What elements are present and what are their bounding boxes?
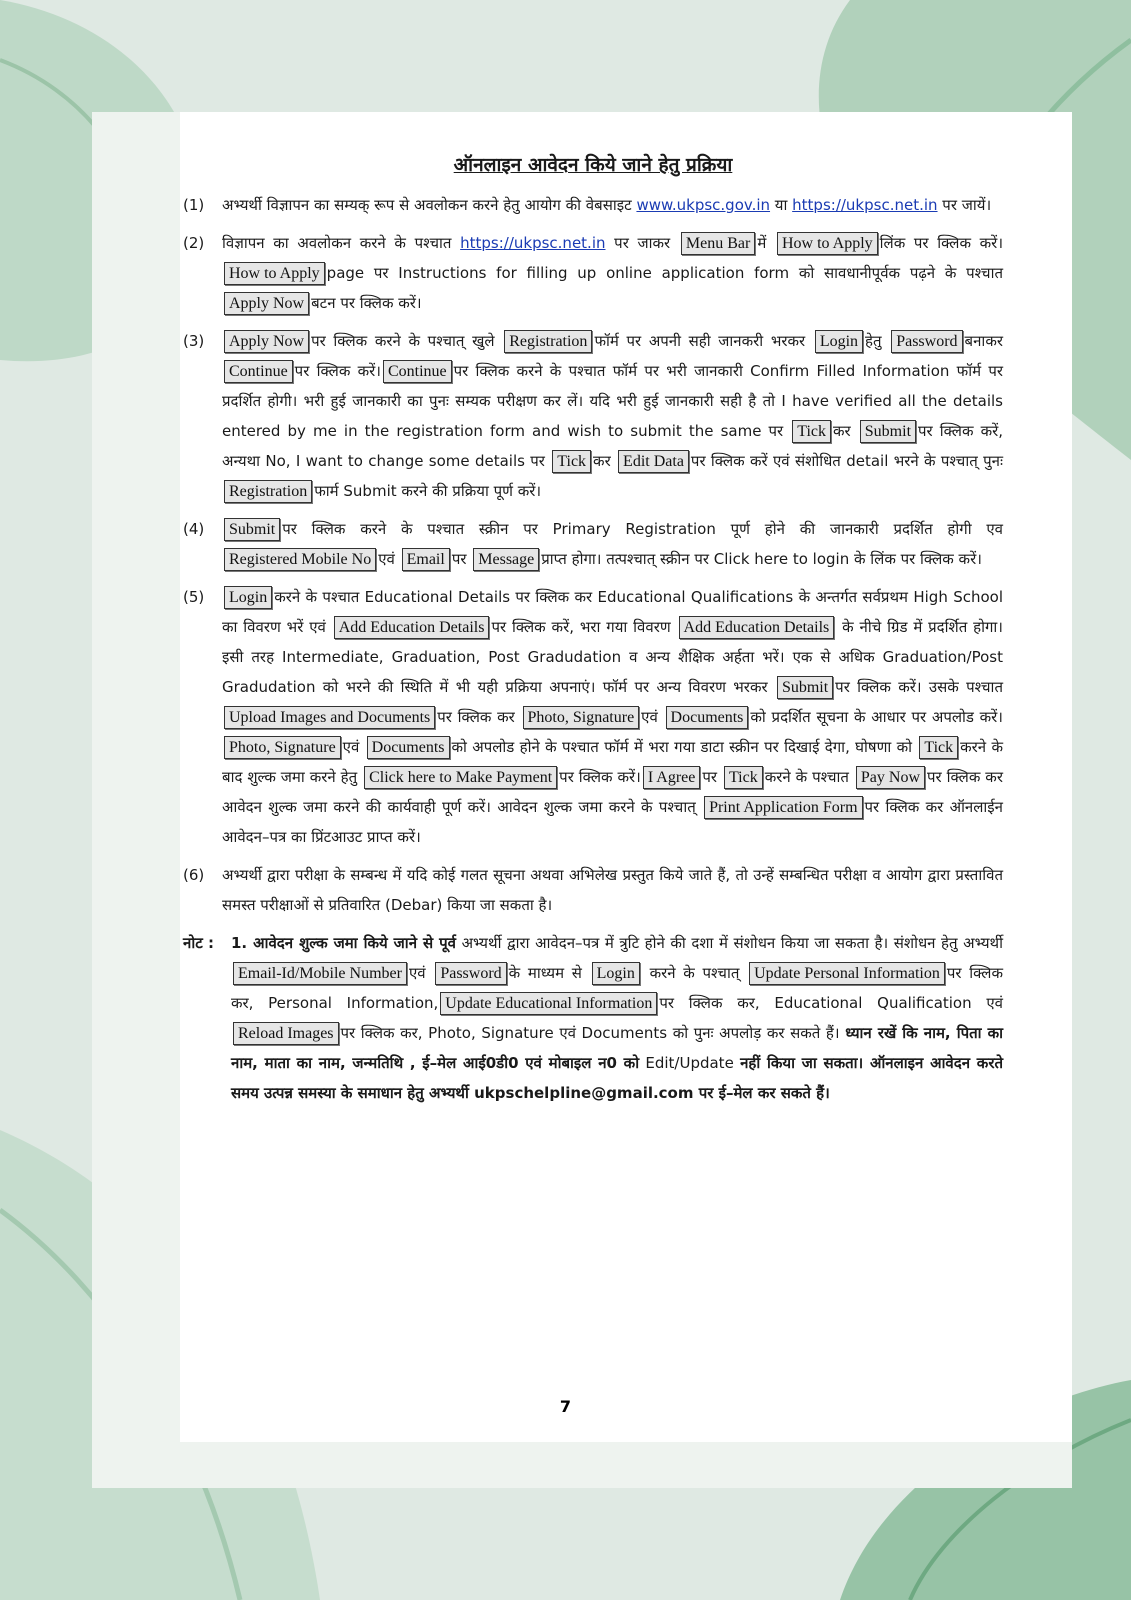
bold-text: ध्यान रखें कि नाम, पिता का नाम, माता का नाम, जन्मतिथि , ई–मेल आई0डी0 एवं मोबाइल न0 को xyxy=(231,1024,1003,1072)
text-run: फॉर्म पर अपनी सही जानकरी भरकर xyxy=(594,332,813,350)
reload-images-button[interactable]: Reload Images xyxy=(233,1022,339,1045)
text-run: Edit/Update xyxy=(639,1054,741,1072)
instruction-item xyxy=(183,228,1003,318)
continue-button[interactable]: Continue xyxy=(224,360,293,383)
text-run: करने के पश्चात Educational Details पर क्लिक कर Educational Qualifications के अन्तर्गत सर्वप्रथम High School का विवरण भरें एवं xyxy=(222,588,1003,636)
note-label: नोट : xyxy=(183,934,214,952)
website-link[interactable]: https://ukpsc.net.in xyxy=(460,234,606,252)
instruction-item xyxy=(183,190,1003,220)
text-run: एवं xyxy=(408,964,434,982)
password-button[interactable]: Password xyxy=(891,330,962,353)
item-text xyxy=(222,860,1003,920)
i-agree-button[interactable]: I Agree xyxy=(643,766,701,789)
item-number: (5) xyxy=(183,588,205,606)
menu-bar-button[interactable]: Menu Bar xyxy=(681,232,755,255)
instruction-item xyxy=(183,514,1003,574)
text-run: बनाकर xyxy=(964,332,1003,350)
text-run: लिंक पर क्लिक करें। xyxy=(879,234,1004,252)
text-run: को अपलोड होने के पश्चात फॉर्म में भरा गया डाटा स्क्रीन पर दिखाई देगा, घोषणा को xyxy=(451,738,918,756)
text-run: पर क्लिक कर आवेदन शुल्क जमा करने की कार्यवाही पूर्ण करें। आवेदन शुल्क जमा करने के पश्चात् xyxy=(222,768,1003,816)
text-run: कर xyxy=(833,422,858,440)
item-text xyxy=(222,326,1003,506)
text-run: पर क्लिक करें। xyxy=(294,362,381,380)
text-run: पर xyxy=(702,768,722,786)
add-education-details-button[interactable]: Add Education Details xyxy=(334,616,490,639)
bold-text: 1. आवेदन शुल्क जमा किये जाने से पूर्व xyxy=(231,934,457,952)
text-run: पर क्लिक करें एवं संशोधित detail भरने के पश्चात् पुनः xyxy=(690,452,1003,470)
bold-text: नहीं किया जा सकता। ऑनलाइन आवेदन करते समय उत्पन्न समस्या के समाधान हेतु अभ्यर्थी ukpschelpline@gmail.com पर ई–मेल कर सकते हैं। xyxy=(231,1054,1004,1102)
text-run: पर क्लिक कर xyxy=(437,708,521,726)
documents-button[interactable]: Documents xyxy=(666,706,749,729)
text-run: एवं xyxy=(378,550,400,568)
text-run: एवं xyxy=(641,708,664,726)
item-number: (4) xyxy=(183,520,205,538)
login-button[interactable]: Login xyxy=(224,586,272,609)
registration-button[interactable]: Registration xyxy=(224,480,312,503)
email-id-mobile-number-button[interactable]: Email-Id/Mobile Number xyxy=(233,962,407,985)
text-run: पर क्लिक करने के पश्चात स्क्रीन पर Primary Registration पूर्ण होने की जानकारी प्रदर्शित होगी एव xyxy=(282,520,1003,538)
text-run: के नीचे ग्रिड में प्रदर्शित होगा। इसी तरह Intermediate, Graduation, Post Gradudation व अन्य शैक्षिक अर्हता भरें। एक से अधिक Graduation/Post Gradudation को भरने की स्थिति में भी यही प्रक्रिया अपनाएं। फॉर्म पर अन्य विवरण भरकर xyxy=(222,618,1003,696)
text-run: प्राप्त होगा। तत्पश्चात् स्क्रीन पर Click here to login के लिंक पर क्लिक करें। xyxy=(541,550,982,568)
click-here-to-make-payment-button[interactable]: Click here to Make Payment xyxy=(364,766,557,789)
update-personal-information-button[interactable]: Update Personal Information xyxy=(749,962,945,985)
print-application-form-button[interactable]: Print Application Form xyxy=(704,796,862,819)
item-number: (1) xyxy=(183,196,205,214)
login-button[interactable]: Login xyxy=(592,962,640,985)
text-run: या xyxy=(770,196,793,214)
item-text xyxy=(222,190,1003,220)
tick-button[interactable]: Tick xyxy=(919,736,958,759)
update-educational-information-button[interactable]: Update Educational Information xyxy=(440,992,657,1015)
text-run: पर क्लिक कर ऑनलाईन आवेदन–पत्र का प्रिंटआउट प्राप्त करें। xyxy=(222,798,1003,846)
item-text xyxy=(222,228,1003,318)
instruction-item xyxy=(183,326,1003,506)
document-content xyxy=(183,150,1003,1108)
page-number: 7 xyxy=(559,1397,572,1416)
tick-button[interactable]: Tick xyxy=(724,766,763,789)
pay-now-button[interactable]: Pay Now xyxy=(856,766,925,789)
text-run: पर जायें। xyxy=(937,196,992,214)
text-run: को प्रदर्शित सूचना के आधार पर अपलोड करें। xyxy=(750,708,1003,726)
text-run: अभ्यर्थी विज्ञापन का सम्यक् रूप से अवलोकन करने हेतु आयोग की वेबसाइट xyxy=(222,196,637,214)
website-link[interactable]: https://ukpsc.net.in xyxy=(792,196,938,214)
text-run: करने के पश्चात xyxy=(764,768,854,786)
text-run: पर क्लिक कर, Educational Qualification एवं xyxy=(659,994,1003,1012)
text-run: पर क्लिक कर, Personal Information, xyxy=(231,964,1003,1012)
text-run: पर जाकर xyxy=(605,234,679,252)
text-run: पर क्लिक करें, भरा गया विवरण xyxy=(491,618,677,636)
submit-button[interactable]: Submit xyxy=(224,518,280,541)
apply-now-button[interactable]: Apply Now xyxy=(224,292,309,315)
text-run: पर क्लिक कर, Photo, Signature एवं Documents को पुनः अपलोड़ कर सकते हैं। xyxy=(340,1024,846,1042)
text-run: बटन पर क्लिक करें। xyxy=(311,294,422,312)
submit-button[interactable]: Submit xyxy=(860,420,916,443)
registration-button[interactable]: Registration xyxy=(504,330,592,353)
text-run: एवं xyxy=(342,738,365,756)
message-button[interactable]: Message xyxy=(473,548,539,571)
documents-button[interactable]: Documents xyxy=(367,736,450,759)
submit-button[interactable]: Submit xyxy=(777,676,833,699)
tick-button[interactable]: Tick xyxy=(552,450,591,473)
photo-signature-button[interactable]: Photo, Signature xyxy=(523,706,640,729)
text-run: पर क्लिक करें, अन्यथा No, I want to change some details पर xyxy=(222,422,1004,470)
item-text xyxy=(222,582,1003,852)
tick-button[interactable]: Tick xyxy=(792,420,831,443)
text-run: के माध्यम से xyxy=(508,964,590,982)
text-run: पर क्लिक करें। उसके पश्चात xyxy=(835,678,1003,696)
how-to-apply-button[interactable]: How to Apply xyxy=(777,232,878,255)
email-button[interactable]: Email xyxy=(402,548,450,571)
text-run: अभ्यर्थी द्वारा परीक्षा के सम्बन्ध में यदि कोई गलत सूचना अथवा अभिलेख प्रस्तुत किये जाते हैं, तो उन्हें सम्बन्धित परीक्षा व आयोग द्वारा प्रस्तावित समस्त परीक्षाओं से प्रतिवारित (Debar) किया जा सकता है। xyxy=(222,866,1003,914)
document-title: ऑनलाइन आवेदन किये जाने हेतु प्रक्रिया xyxy=(453,154,733,176)
text-run: पर क्लिक करने के पश्चात फॉर्म पर भरी जानकारी Confirm Filled Information फॉर्म पर प्रदर्शित होगी। भरी हुई जानकारी का पुनः सम्यक परीक्षण कर लें। यदि भरी हुई जानकारी सही है तो I have verified all the details entered by me in the registration form and wish to submit the same पर xyxy=(222,362,1003,440)
item-number: (2) xyxy=(183,234,205,252)
instruction-list xyxy=(183,190,1003,920)
item-number: (3) xyxy=(183,332,205,350)
photo-signature-button[interactable]: Photo, Signature xyxy=(224,736,341,759)
text-run: पर क्लिक करें। xyxy=(559,768,641,786)
registered-mobile-no-button[interactable]: Registered Mobile No xyxy=(224,548,376,571)
text-run: फार्म Submit करने की प्रक्रिया पूर्ण करें। xyxy=(314,482,542,500)
instruction-item xyxy=(183,860,1003,920)
text-run: में xyxy=(757,234,775,252)
how-to-apply-button[interactable]: How to Apply xyxy=(224,262,325,285)
instruction-item xyxy=(183,582,1003,852)
password-button[interactable]: Password xyxy=(435,962,506,985)
text-run: पर क्लिक करने के पश्चात् खुले xyxy=(311,332,503,350)
text-run: करने के पश्चात् xyxy=(641,964,748,982)
text-run: करने के बाद शुल्क जमा करने हेतु xyxy=(222,738,1003,786)
apply-now-button[interactable]: Apply Now xyxy=(224,330,309,353)
text-run: page पर Instructions for filling up online application form को सावधानीपूर्वक पढ़ने के पश्चात xyxy=(326,264,1003,282)
item-text xyxy=(222,514,1003,574)
text-run: हेतु xyxy=(865,332,890,350)
add-education-details-button[interactable]: Add Education Details xyxy=(679,616,835,639)
edit-data-button[interactable]: Edit Data xyxy=(618,450,689,473)
note-text xyxy=(231,928,1003,1108)
upload-images-and-documents-button[interactable]: Upload Images and Documents xyxy=(224,706,435,729)
text-run: अभ्यर्थी द्वारा आवेदन–पत्र में त्रुटि होने की दशा में संशोधन किया जा सकता है। संशोधन हेतु अभ्यर्थी xyxy=(456,934,1003,952)
text-run: कर xyxy=(593,452,617,470)
website-link[interactable]: www.ukpsc.gov.in xyxy=(636,196,771,214)
note-block xyxy=(183,928,1003,1108)
continue-button[interactable]: Continue xyxy=(383,360,452,383)
text-run: विज्ञापन का अवलोकन करने के पश्चात xyxy=(222,234,461,252)
item-number: (6) xyxy=(183,866,205,884)
text-run: पर xyxy=(451,550,472,568)
login-button[interactable]: Login xyxy=(815,330,863,353)
